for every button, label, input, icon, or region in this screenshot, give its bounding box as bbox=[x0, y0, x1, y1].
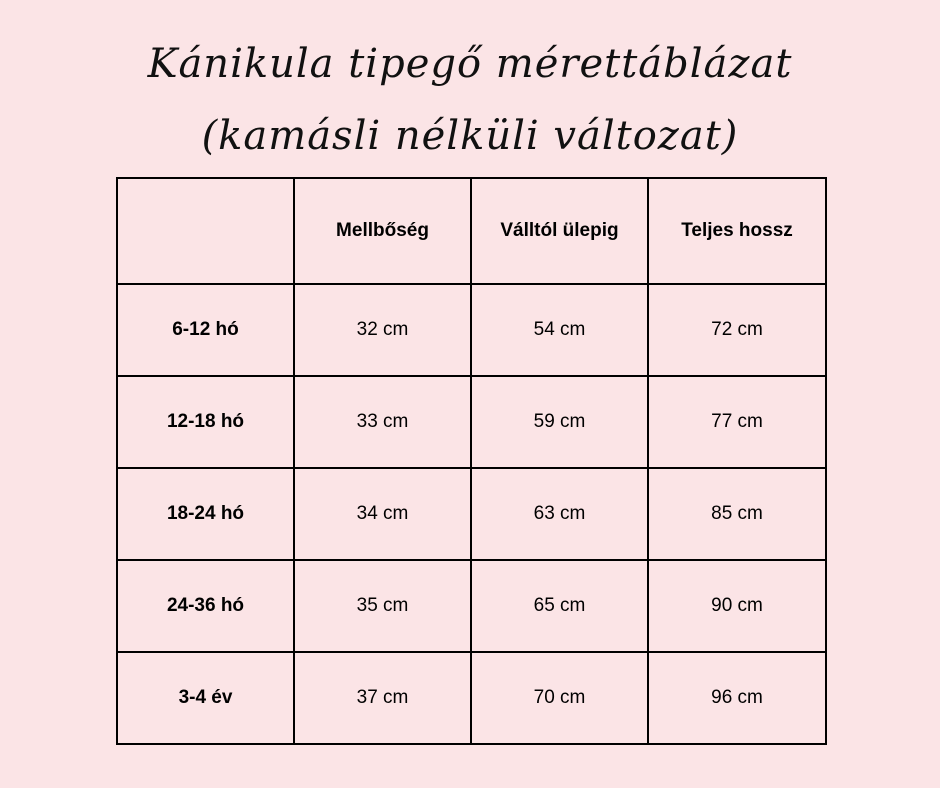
table-row bbox=[117, 376, 826, 468]
table-row bbox=[117, 468, 826, 560]
page-title: Kánikula tipegő mérettáblázat bbox=[147, 41, 793, 87]
row-label: 12-18 hó bbox=[117, 376, 294, 468]
table-cell: 63 cm bbox=[471, 468, 648, 560]
table-row bbox=[117, 284, 826, 376]
column-header-valltol-ulepig: Válltól ülepig bbox=[471, 178, 648, 284]
table-cell: 72 cm bbox=[648, 284, 826, 376]
column-header-mellboseg: Mellbőség bbox=[294, 178, 471, 284]
table-cell: 96 cm bbox=[648, 652, 826, 744]
row-label: 24-36 hó bbox=[117, 560, 294, 652]
row-label: 18-24 hó bbox=[117, 468, 294, 560]
table-cell: 32 cm bbox=[294, 284, 471, 376]
table-row bbox=[117, 560, 826, 652]
table-cell: 37 cm bbox=[294, 652, 471, 744]
table-corner-cell bbox=[117, 178, 294, 284]
table-cell: 34 cm bbox=[294, 468, 471, 560]
size-table bbox=[116, 177, 827, 745]
table-cell: 33 cm bbox=[294, 376, 471, 468]
table-cell: 65 cm bbox=[471, 560, 648, 652]
table-cell: 59 cm bbox=[471, 376, 648, 468]
table-cell: 54 cm bbox=[471, 284, 648, 376]
table-cell: 70 cm bbox=[471, 652, 648, 744]
row-label: 6-12 hó bbox=[117, 284, 294, 376]
table-header-row bbox=[117, 178, 826, 284]
table-cell: 90 cm bbox=[648, 560, 826, 652]
table-row bbox=[117, 652, 826, 744]
table-cell: 85 cm bbox=[648, 468, 826, 560]
table-cell: 77 cm bbox=[648, 376, 826, 468]
column-header-teljes-hossz: Teljes hossz bbox=[648, 178, 826, 284]
table-cell: 35 cm bbox=[294, 560, 471, 652]
page-subtitle: (kamásli nélküli változat) bbox=[201, 113, 739, 159]
row-label: 3-4 év bbox=[117, 652, 294, 744]
